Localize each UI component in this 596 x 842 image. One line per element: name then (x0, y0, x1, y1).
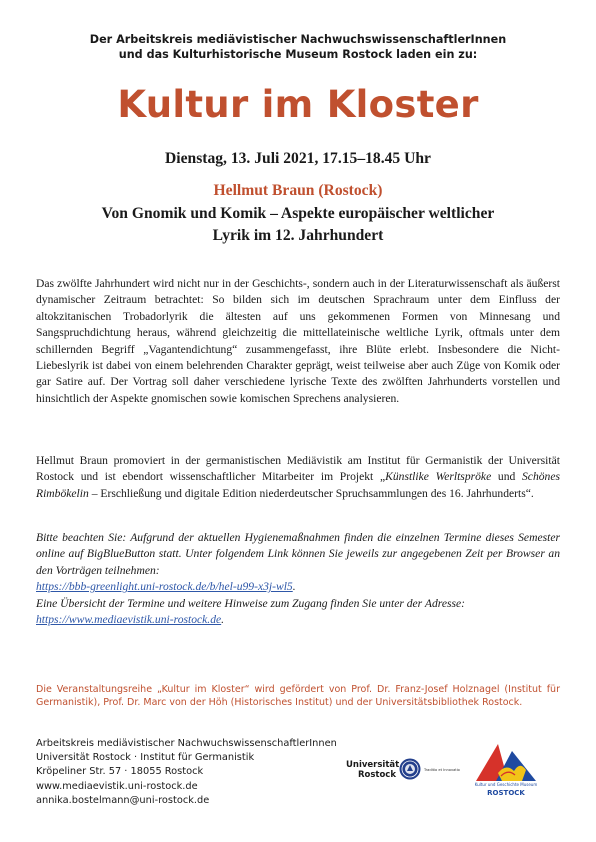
university-tagline: Traditio et Innovatio (424, 768, 460, 772)
museum-rostock-logo (468, 741, 544, 801)
address-line-2: Universität Rostock · Institut für Germanistik (36, 752, 255, 764)
university-logo-line-2: Rostock (357, 770, 396, 780)
event-date: Dienstag, 13. Juli 2021, 17.15–18.45 Uhr (165, 150, 431, 167)
museum-name: ROSTOCK (487, 789, 525, 797)
bio-text-c: – Erschließung und digitale Edition niederdeutscher Spruchsammlungen des 16. Jahrhunderts“. (88, 486, 534, 500)
invite-line-1: Der Arbeitskreis mediävistischer NachwuchswissenschaftlerInnen (89, 33, 507, 46)
online-notice (36, 530, 560, 628)
bio-project-2: Schönes Rimbökelin (36, 470, 560, 500)
contact-address (36, 737, 337, 808)
talk-title (40, 203, 556, 247)
invite-line-2: und das Kulturhistorische Museum Rostock laden ein zu: (118, 48, 478, 61)
address-line-4: www.mediaevistik.uni-rostock.de (36, 780, 198, 792)
funding-note: Die Veranstaltungsreihe „Kultur im Kloster“ wird gefördert von Prof. Dr. Franz-Josef Holznagel (Institut für Germanistik), Prof. Dr. Marc von der Höh (Historisches Institut) und der Universitätsbibliothek Rostock. (36, 684, 560, 709)
speaker-bio (36, 453, 560, 502)
link1-suffix: . (292, 580, 296, 594)
event-series-title: Kultur im Kloster (117, 83, 479, 126)
bio-text-b: und (491, 470, 522, 484)
talk-title-line-2: Lyrik im 12. Jahrhundert (212, 227, 384, 244)
notice-text: Bitte beachten Sie: Aufgrund der aktuellen Hygienemaßnahmen finden die einzelnen Termine dieses Semester online auf BigBlueButton statt. Unter folgendem Link können Sie jeweils zur angegebenen Zeit per Browser an den Vorträgen teilnehmen: (36, 531, 560, 577)
university-rostock-logo (346, 757, 460, 785)
museum-subtitle: Kultur und Geschichte Museum (474, 782, 538, 787)
invitation-header (40, 32, 556, 62)
talk-title-line-1: Von Gnomik und Komik – Aspekte europäischer weltlicher (101, 205, 495, 222)
notice-text-2: Eine Übersicht der Termine und weitere Hinweise zum Zugang finden Sie unter der Adresse: (36, 596, 466, 610)
bio-project-1: Künstlike Werltspröke (385, 470, 492, 484)
speaker-name: Hellmut Braun (Rostock) (213, 182, 383, 199)
mediaevistik-link[interactable]: https://www.mediaevistik.uni-rostock.de (36, 613, 222, 627)
bbb-link[interactable]: https://bbb-greenlight.uni-rostock.de/b/hel-u99-x3j-wl5 (36, 580, 293, 594)
address-line-3: Kröpeliner Str. 57 · 18055 Rostock (36, 766, 204, 778)
notice-link-line-2 (36, 612, 560, 628)
university-logo-text (346, 760, 400, 780)
talk-abstract: Das zwölfte Jahrhundert wird nicht nur in der Geschichts-, sondern auch in der Literaturwissenschaft als äußerst dynamischer Zeitraum betrachtet: So bilden sich im deutschen Sprachraum unter dem Einfluss der altokzitanischen Trobadorlyrik die ältesten auf uns gekommenen Formen von Minnesang und Sangspruchdichtung heraus, während gleichzeitig die mittellateinische weltliche Lyrik, oftmals unter dem schillernden Begriff „Vagantendichtung“ zusammengefasst, ihre Blüte erlebt. Insbesondere die Nicht-Liebeslyrik ist dabei von einem belehrenden Charakter geprägt, weist teilweise aber auch Züge von Komik oder gar Satire auf. Der Vortrag soll daher verschiedene lyrische Texte des zwölften Jahrhunderts vorstellen und hinsichtlich der Aspekte gnomischen sowie komischen Sprechens analysieren. (36, 277, 560, 405)
university-seal-icon (399, 758, 421, 780)
link2-suffix: . (221, 613, 225, 627)
museum-peaks-icon (468, 741, 544, 783)
university-logo-line-1: Universität (346, 760, 400, 770)
bio-text-a: Hellmut Braun promoviert in der germanistischen Mediävistik am Institut für Germanistik der Universität Rostock und ist ebendort wissenschaftlicher Mitarbeiter im Projekt „ (36, 454, 560, 484)
address-line-1: Arbeitskreis mediävistischer NachwuchswissenschaftlerInnen (36, 738, 337, 749)
notice-link-line-1 (36, 579, 560, 595)
address-line-5: annika.bostelmann@uni-rostock.de (36, 794, 210, 806)
